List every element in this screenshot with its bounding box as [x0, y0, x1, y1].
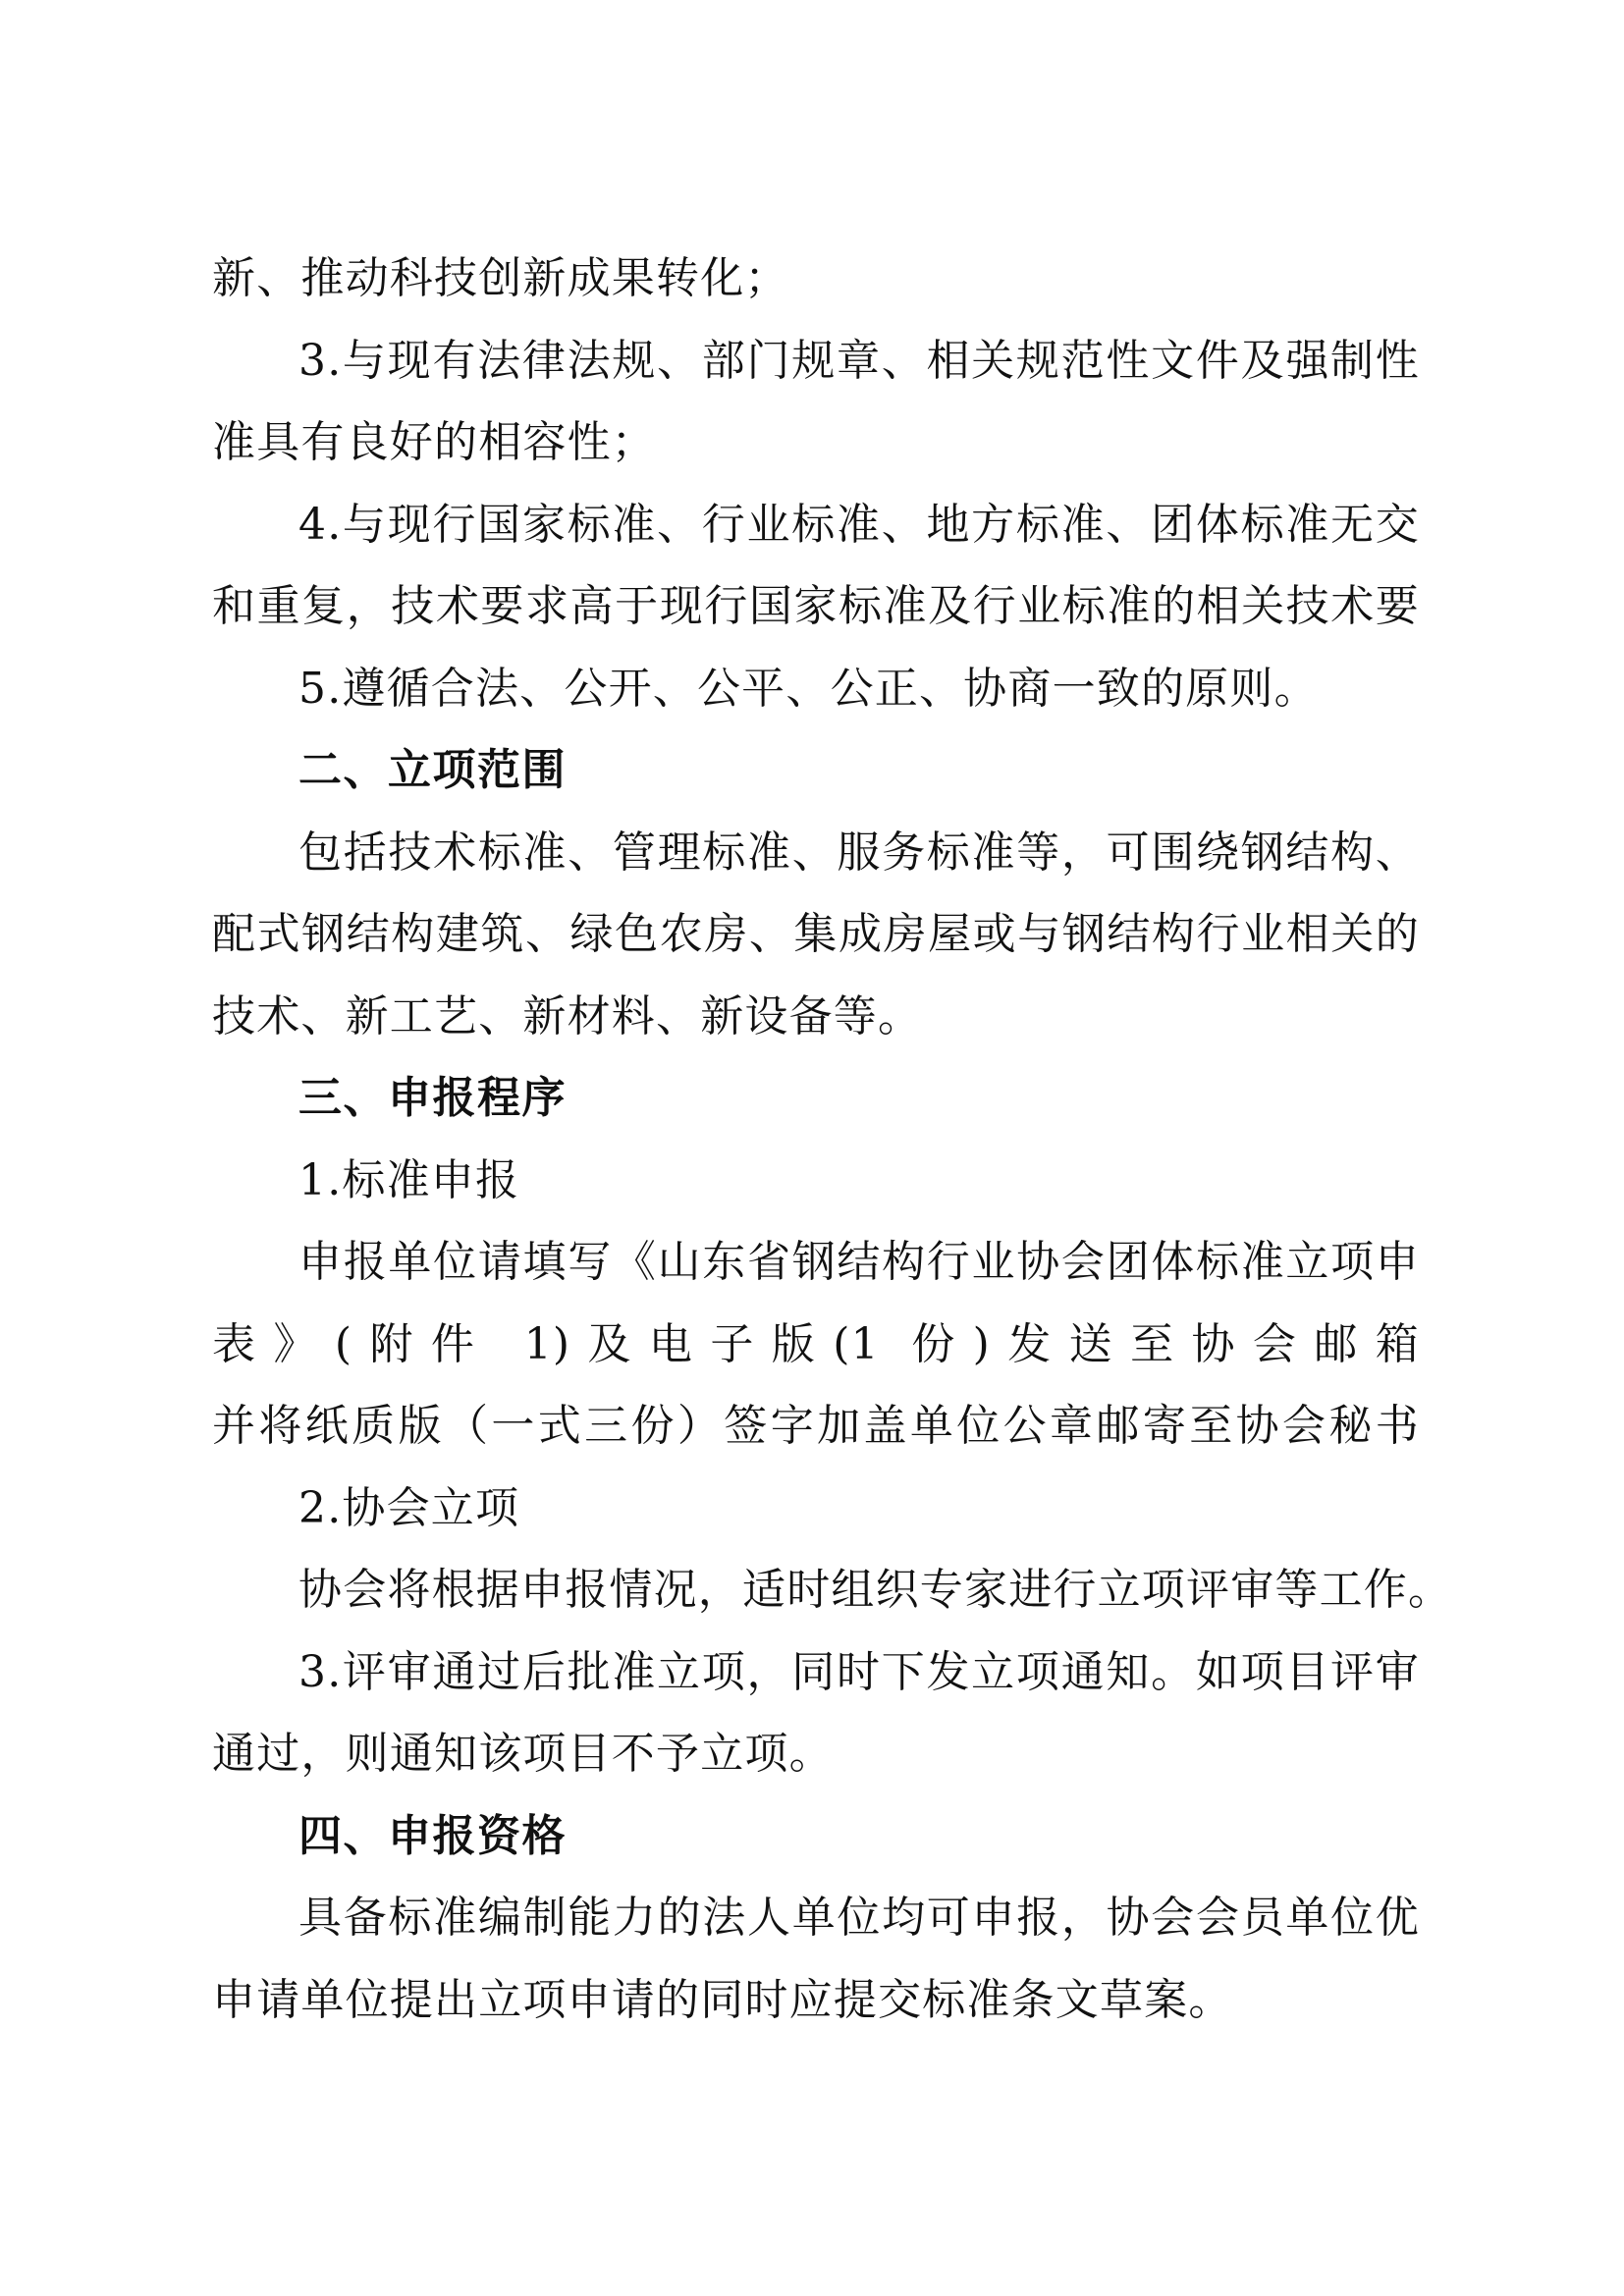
paragraph-line: 3.评审通过后批准立项，同时下发立项通知。如项目评审 [298, 1646, 1420, 1697]
paragraph-line: 新、推动科技创新成果转化； [212, 253, 789, 303]
paragraph-line: 协会将根据申报情况，适时组织专家进行立项评审等工作。 [298, 1565, 1453, 1615]
subsection-heading: 2.协会立项 [298, 1482, 520, 1533]
section-heading: 二、立项范围 [298, 745, 567, 795]
paragraph-line: 配式钢结构建筑、绿色农房、集成房屋或与钢结构行业相关的 [212, 909, 1420, 959]
paragraph-line: 技术、新工艺、新材料、新设备等。 [212, 990, 923, 1041]
section-heading: 三、申报程序 [298, 1073, 567, 1123]
paragraph-line: 申报单位请填写《山东省钢结构行业协会团体标准立项申 [298, 1237, 1420, 1287]
paragraph-line: 3.与现有法律法规、部门规章、相关规范性文件及强制性 [298, 335, 1420, 386]
paragraph-line: 并将纸质版（一式三份）签字加盖单位公章邮寄至协会秘书 [212, 1401, 1420, 1451]
paragraph-line: 和重复，技术要求高于现行国家标准及行业标准的相关技术要 [212, 581, 1420, 631]
paragraph-line: 表》(附件 1)及电子版(1 份)发送至协会邮箱 [212, 1318, 1420, 1369]
paragraph-line: 4.与现行国家标准、行业标准、地方标准、团体标准无交 [298, 499, 1420, 550]
paragraph-line: 包括技术标准、管理标准、服务标准等，可围绕钢结构、 [298, 827, 1420, 878]
paragraph-line: 通过，则通知该项目不予立项。 [212, 1729, 834, 1779]
document-body [212, 238, 1453, 2041]
paragraph-line: 准具有良好的相容性； [212, 417, 656, 467]
paragraph-line: 具备标准编制能力的法人单位均可申报，协会会员单位优 [298, 1893, 1420, 1943]
paragraph-line: 5.遵循合法、公开、公平、公正、协商一致的原则。 [298, 663, 1319, 714]
section-heading: 四、申报资格 [298, 1810, 567, 1861]
paragraph-line: 申请单位提出立项申请的同时应提交标准条文草案。 [212, 1974, 1233, 2025]
subsection-heading: 1.标准申报 [298, 1154, 520, 1205]
